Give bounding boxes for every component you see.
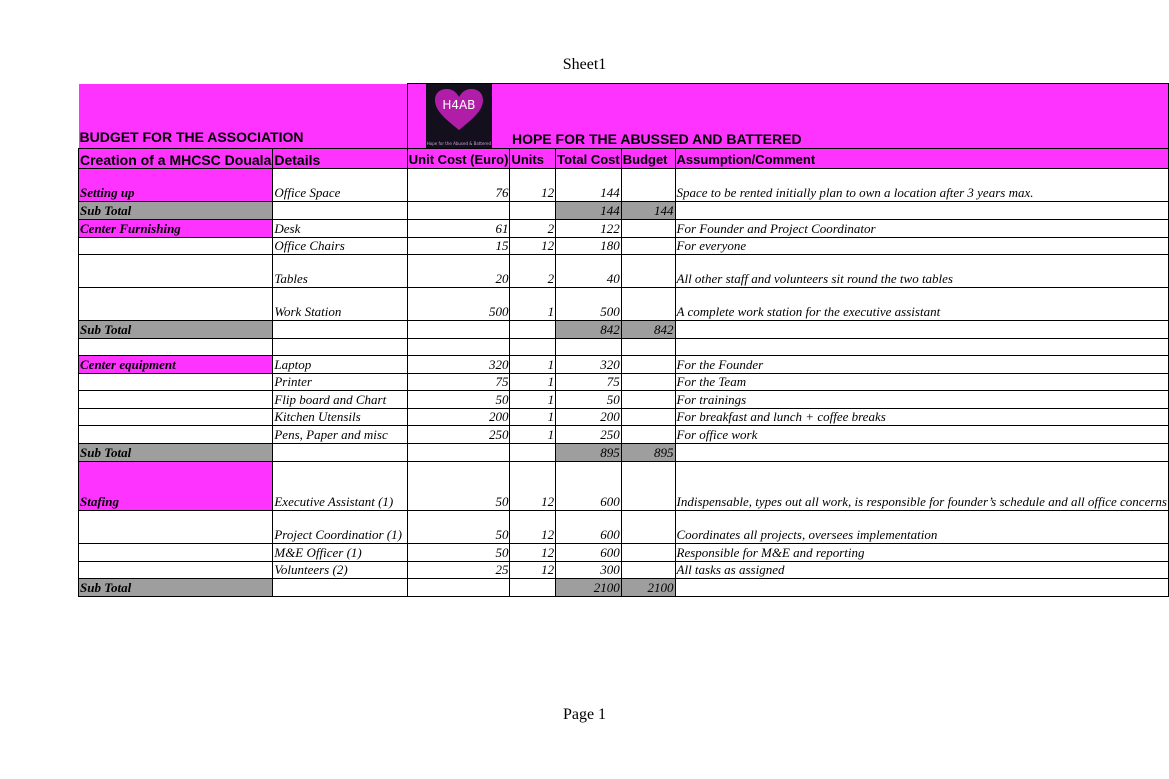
unit-cost-cell: 50 — [407, 391, 510, 409]
budget-cell — [621, 462, 675, 511]
table-row — [79, 356, 1169, 374]
units-cell: 12 — [510, 169, 556, 202]
budget-cell — [621, 544, 675, 562]
logo-tagline: Hope for the Abused & Battered — [426, 141, 491, 146]
empty-cell — [407, 321, 510, 339]
empty-cell — [675, 321, 1168, 339]
comment-cell: Responsible for M&E and reporting — [675, 544, 1168, 562]
header-unit-cost: Unit Cost (Euro) — [407, 149, 510, 169]
detail-cell: Desk — [273, 220, 407, 238]
units-cell: 1 — [510, 426, 556, 444]
subtotal-label: Sub Total — [79, 321, 273, 339]
subtotal-row — [79, 444, 1169, 462]
detail-cell: Kitchen Utensils — [273, 409, 407, 426]
total-cost-cell: 600 — [556, 544, 622, 562]
total-cost-cell: 122 — [556, 220, 622, 238]
category-cell — [79, 562, 273, 579]
budget-cell — [621, 238, 675, 255]
comment-cell: A complete work station for the executive assistant — [675, 288, 1168, 321]
comment-cell: All tasks as assigned — [675, 562, 1168, 579]
empty-cell — [273, 339, 407, 356]
budget-cell — [621, 511, 675, 544]
category-cell — [79, 374, 273, 391]
unit-cost-cell: 15 — [407, 238, 510, 255]
table-row — [79, 544, 1169, 562]
detail-cell: Office Chairs — [273, 238, 407, 255]
detail-cell: Office Space — [273, 169, 407, 202]
subtotal-budget: 2100 — [621, 579, 675, 597]
subtotal-total: 895 — [556, 444, 622, 462]
total-cost-cell: 50 — [556, 391, 622, 409]
total-cost-cell: 320 — [556, 356, 622, 374]
unit-cost-cell: 50 — [407, 462, 510, 511]
comment-cell: All other staff and volunteers sit round the two tables — [675, 255, 1168, 288]
comment-cell: For office work — [675, 426, 1168, 444]
unit-cost-cell: 500 — [407, 288, 510, 321]
unit-cost-cell: 25 — [407, 562, 510, 579]
empty-cell — [675, 339, 1168, 356]
category-cell: Setting up — [79, 169, 273, 202]
budget-cell — [621, 255, 675, 288]
units-cell: 1 — [510, 391, 556, 409]
budget-sheet — [78, 83, 1169, 597]
unit-cost-cell: 50 — [407, 511, 510, 544]
empty-cell — [675, 444, 1168, 462]
category-cell — [79, 255, 273, 288]
header-row — [79, 149, 1169, 169]
total-cost-cell: 75 — [556, 374, 622, 391]
detail-cell: Printer — [273, 374, 407, 391]
header-total-cost: Total Cost — [556, 149, 622, 169]
detail-cell: M&E Officer (1) — [273, 544, 407, 562]
empty-cell — [621, 339, 675, 356]
subtotal-row — [79, 579, 1169, 597]
empty-cell — [510, 579, 556, 597]
total-cost-cell: 200 — [556, 409, 622, 426]
subtotal-budget: 842 — [621, 321, 675, 339]
empty-cell — [273, 202, 407, 220]
empty-cell — [407, 579, 510, 597]
empty-cell — [510, 339, 556, 356]
header-col1: Creation of a MHCSC Douala — [79, 149, 273, 169]
units-cell: 12 — [510, 462, 556, 511]
units-cell: 12 — [510, 544, 556, 562]
logo-cell — [407, 84, 510, 149]
empty-cell — [273, 444, 407, 462]
category-cell — [79, 544, 273, 562]
units-cell: 1 — [510, 288, 556, 321]
subtotal-label: Sub Total — [79, 444, 273, 462]
category-cell: Center Furnishing — [79, 220, 273, 238]
category-cell — [79, 426, 273, 444]
comment-cell: For everyone — [675, 238, 1168, 255]
subtotal-total: 144 — [556, 202, 622, 220]
comment-cell: Space to be rented initially plan to own a location after 3 years max. — [675, 169, 1168, 202]
category-cell — [79, 391, 273, 409]
total-cost-cell: 600 — [556, 462, 622, 511]
subtotal-row — [79, 321, 1169, 339]
total-cost-cell: 600 — [556, 511, 622, 544]
comment-cell: Indispensable, types out all work, is responsible for founder’s schedule and all office concerns — [675, 462, 1168, 511]
page-header: Sheet1 — [562, 56, 607, 73]
empty-cell — [510, 202, 556, 220]
blank-row — [79, 339, 1169, 356]
comment-cell: For trainings — [675, 391, 1168, 409]
units-cell: 12 — [510, 238, 556, 255]
total-cost-cell: 180 — [556, 238, 622, 255]
empty-cell — [407, 202, 510, 220]
comment-cell: For Founder and Project Coordinator — [675, 220, 1168, 238]
budget-cell — [621, 426, 675, 444]
detail-cell: Project Coordinatior (1) — [273, 511, 407, 544]
empty-cell — [407, 339, 510, 356]
table-row — [79, 169, 1169, 202]
detail-cell: Laptop — [273, 356, 407, 374]
total-cost-cell: 250 — [556, 426, 622, 444]
total-cost-cell: 40 — [556, 255, 622, 288]
empty-cell — [273, 321, 407, 339]
total-cost-cell: 300 — [556, 562, 622, 579]
unit-cost-cell: 250 — [407, 426, 510, 444]
units-cell: 12 — [510, 511, 556, 544]
units-cell: 1 — [510, 409, 556, 426]
budget-cell — [621, 288, 675, 321]
comment-cell: Coordinates all projects, oversees implementation — [675, 511, 1168, 544]
comment-cell: For the Team — [675, 374, 1168, 391]
table-row — [79, 374, 1169, 391]
unit-cost-cell: 76 — [407, 169, 510, 202]
budget-title: BUDGET FOR THE ASSOCIATION — [79, 84, 408, 149]
budget-cell — [621, 220, 675, 238]
category-cell — [79, 238, 273, 255]
banner-row — [79, 84, 1169, 149]
budget-cell — [621, 409, 675, 426]
subtotal-label: Sub Total — [79, 579, 273, 597]
header-budget: Budget — [621, 149, 675, 169]
category-cell — [79, 409, 273, 426]
table-row — [79, 220, 1169, 238]
detail-cell: Flip board and Chart — [273, 391, 407, 409]
unit-cost-cell: 200 — [407, 409, 510, 426]
subtotal-budget: 895 — [621, 444, 675, 462]
empty-cell — [675, 202, 1168, 220]
comment-cell: For breakfast and lunch + coffee breaks — [675, 409, 1168, 426]
subtotal-total: 842 — [556, 321, 622, 339]
table-row — [79, 562, 1169, 579]
detail-cell: Executive Assistant (1) — [273, 462, 407, 511]
total-cost-cell: 144 — [556, 169, 622, 202]
budget-cell — [621, 356, 675, 374]
units-cell: 1 — [510, 356, 556, 374]
table-row — [79, 409, 1169, 426]
table-row — [79, 288, 1169, 321]
budget-cell — [621, 374, 675, 391]
org-name: HOPE FOR THE ABUSSED AND BATTERED — [510, 84, 1169, 149]
category-cell: Center equipment — [79, 356, 273, 374]
detail-cell: Work Station — [273, 288, 407, 321]
table-row — [79, 238, 1169, 255]
detail-cell: Tables — [273, 255, 407, 288]
empty-cell — [510, 444, 556, 462]
header-comment: Assumption/Comment — [675, 149, 1168, 169]
budget-cell — [621, 391, 675, 409]
units-cell: 1 — [510, 374, 556, 391]
table-row — [79, 511, 1169, 544]
subtotal-budget: 144 — [621, 202, 675, 220]
units-cell: 2 — [510, 220, 556, 238]
table-row — [79, 426, 1169, 444]
detail-cell: Pens, Paper and misc — [273, 426, 407, 444]
detail-cell: Volunteers (2) — [273, 562, 407, 579]
table-row — [79, 255, 1169, 288]
unit-cost-cell: 320 — [407, 356, 510, 374]
category-cell — [79, 288, 273, 321]
budget-cell — [621, 562, 675, 579]
empty-cell — [556, 339, 622, 356]
empty-cell — [675, 579, 1168, 597]
header-units: Units — [510, 149, 556, 169]
unit-cost-cell: 75 — [407, 374, 510, 391]
empty-cell — [79, 339, 273, 356]
table-row — [79, 391, 1169, 409]
subtotal-row — [79, 202, 1169, 220]
subtotal-label: Sub Total — [79, 202, 273, 220]
unit-cost-cell: 61 — [407, 220, 510, 238]
units-cell: 2 — [510, 255, 556, 288]
units-cell: 12 — [510, 562, 556, 579]
empty-cell — [273, 579, 407, 597]
empty-cell — [510, 321, 556, 339]
budget-cell — [621, 169, 675, 202]
total-cost-cell: 500 — [556, 288, 622, 321]
h4ab-logo — [426, 84, 492, 148]
header-details: Details — [273, 149, 407, 169]
table-row — [79, 462, 1169, 511]
empty-cell — [407, 444, 510, 462]
subtotal-total: 2100 — [556, 579, 622, 597]
page-footer: Page 1 — [562, 706, 607, 723]
category-cell — [79, 511, 273, 544]
unit-cost-cell: 20 — [407, 255, 510, 288]
unit-cost-cell: 50 — [407, 544, 510, 562]
logo-text: H4AB — [442, 98, 476, 112]
category-cell: Stafing — [79, 462, 273, 511]
comment-cell: For the Founder — [675, 356, 1168, 374]
